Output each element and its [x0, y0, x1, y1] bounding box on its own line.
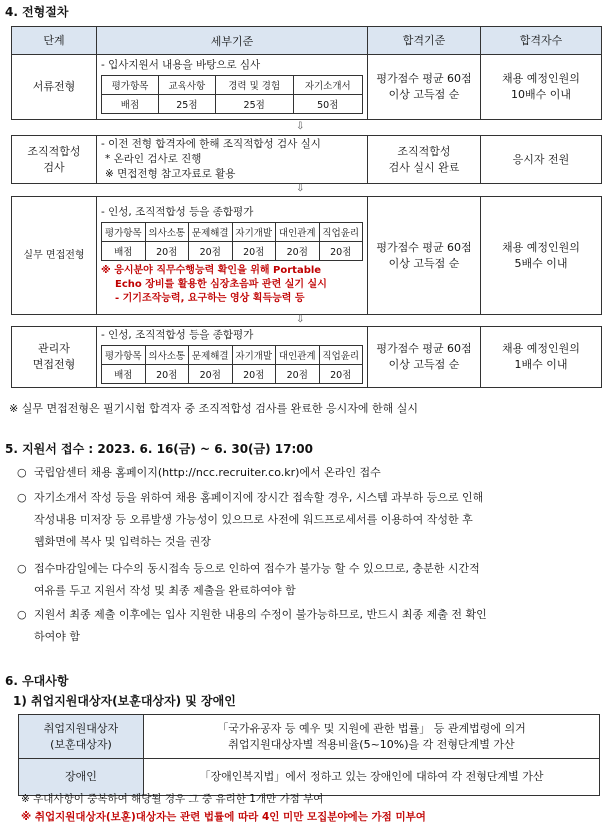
count-line: 채용 예정인원의 — [502, 240, 580, 254]
pass-line: 평가점수 평균 60점 — [376, 342, 472, 355]
list-item-text: 국립암센터 채용 홈페이지(http://ncc.recruiter.co.kr)에서 온라인 접수 — [34, 466, 381, 479]
score-val: 20점 — [319, 241, 363, 260]
preference-table — [18, 714, 600, 796]
score-col: 평가항목 — [102, 76, 159, 95]
practical-exam-note: - 기기조작능력, 요구하는 영상 획득능력 등 — [115, 292, 305, 304]
count-line: 채용 예정인원의 — [502, 342, 580, 355]
count-line: 10배수 이내 — [511, 88, 571, 101]
detail-note: * 온라인 검사로 진행 — [105, 153, 202, 165]
count-line: 5배수 이내 — [514, 256, 568, 270]
score-val: 20점 — [276, 241, 320, 260]
preference-warning: ※ 취업지원대상자(보훈)대상자는 관련 법률에 따라 4인 미만 모집분야에는 가점 미부여 — [21, 811, 426, 823]
detail-note: - 이전 전형 합격자에 한해 조직적합성 검사 실시 — [101, 138, 321, 150]
score-col: 의사소통 — [145, 346, 189, 365]
count-line: 채용 예정인원의 — [502, 72, 580, 85]
list-item-text: 여유를 두고 지원서 작성 및 최종 제출을 완료하여야 함 — [34, 584, 296, 597]
list-item — [17, 462, 603, 484]
procedure-footnote: ※ 실무 면접전형은 필기시험 합격자 중 조직적합성 검사를 완료한 응시자에 한해 실시 — [9, 402, 418, 415]
section-6-subtitle: 1) 취업지원대상자(보훈대상자) 및 장애인 — [13, 694, 236, 708]
score-table — [101, 222, 363, 261]
score-val: 25점 — [215, 95, 293, 114]
score-col: 문제해결 — [189, 346, 233, 365]
score-val: 20점 — [232, 241, 276, 260]
list-item-text: 접수마감일에는 다수의 동시접속 등으로 인하여 접수가 불가능 할 수 있으므로, 충분한 시간적 — [34, 562, 480, 575]
stage-name — [12, 136, 97, 184]
score-val: 20점 — [145, 365, 189, 384]
pass-criteria — [368, 327, 481, 388]
flow-arrow-icon: ⇩ — [296, 121, 305, 132]
section-4-title: 4. 전형절차 — [5, 5, 69, 19]
stage-name: 실무 면접전형 — [12, 197, 97, 315]
score-val: 20점 — [189, 241, 233, 260]
pass-count — [481, 327, 602, 388]
pass-line: 이상 고득점 순 — [388, 88, 460, 101]
stage-manager-interview — [11, 326, 602, 388]
stage-line: 조직적합성 — [27, 144, 81, 158]
flow-arrow-icon: ⇩ — [296, 183, 305, 194]
score-val: 20점 — [276, 365, 320, 384]
circle-bullet-icon: ○ — [17, 491, 27, 504]
pass-criteria — [368, 197, 481, 315]
list-item-text: 하여야 함 — [34, 630, 81, 643]
score-col: 문제해결 — [189, 222, 233, 241]
practical-exam-note: ※ 응시분야 직무수행능력 확인을 위해 Portable — [101, 264, 322, 276]
pass-line: 이상 고득점 순 — [388, 256, 460, 270]
list-item-text: 웹화면에 복사 및 입력하는 것을 권장 — [34, 535, 211, 548]
flow-arrow-icon: ⇩ — [296, 314, 305, 325]
score-val: 배점 — [102, 95, 159, 114]
stage-detail — [97, 197, 368, 315]
score-col: 경력 및 경험 — [215, 76, 293, 95]
score-val: 20점 — [189, 365, 233, 384]
score-table — [101, 345, 363, 384]
header-pass: 합격기준 — [368, 27, 481, 55]
score-col: 대인관계 — [276, 222, 320, 241]
pass-line: 평가점수 평균 60점 — [376, 72, 472, 85]
count-line: 1배수 이내 — [514, 358, 568, 371]
score-col: 교육사항 — [158, 76, 215, 95]
list-item — [17, 604, 603, 648]
preference-text: 「장애인복지법」에서 정하고 있는 장애인에 대하여 각 전형단계별 가산 — [144, 759, 600, 796]
list-item — [17, 487, 603, 553]
header-stage: 단계 — [12, 27, 97, 55]
stage-detail — [97, 327, 368, 388]
score-val: 25점 — [158, 95, 215, 114]
text-line: 「국가유공자 등 예우 및 지원에 관한 법률」 등 관계법령에 의거 — [217, 721, 526, 735]
score-col: 직업윤리 — [319, 346, 363, 365]
pass-count — [481, 55, 602, 120]
pass-count: 응시자 전원 — [481, 136, 602, 184]
score-val: 배점 — [102, 365, 146, 384]
pass-line: 조직적합성 — [397, 144, 451, 158]
score-col: 의사소통 — [145, 222, 189, 241]
score-col: 대인관계 — [276, 346, 320, 365]
score-col: 직업윤리 — [319, 222, 363, 241]
score-val: 20점 — [319, 365, 363, 384]
stage-name — [12, 327, 97, 388]
list-item — [17, 558, 603, 602]
score-col: 자기개발 — [232, 346, 276, 365]
list-item-text: 작성내용 미저장 등 오류발생 가능성이 있으므로 사전에 워드프로세서를 이용하여 작성한 후 — [34, 513, 473, 526]
score-val: 20점 — [232, 365, 276, 384]
procedure-header-table — [11, 26, 602, 55]
pass-criteria — [368, 136, 481, 184]
score-val: 50점 — [293, 95, 362, 114]
label-line: 취업지원대상자 — [43, 721, 119, 735]
stage-line: 검사 — [43, 160, 65, 174]
score-val: 배점 — [102, 241, 146, 260]
stage-organization-fit-test — [11, 135, 602, 184]
stage-name: 서류전형 — [12, 55, 97, 120]
stage-document-screening — [11, 54, 602, 120]
stage-practical-interview — [11, 196, 602, 315]
score-col: 자기소개서 — [293, 76, 362, 95]
stage-line: 면접전형 — [32, 358, 76, 371]
pass-line: 평가점수 평균 60점 — [376, 240, 472, 254]
preference-label: 장애인 — [19, 759, 144, 796]
score-val: 20점 — [145, 241, 189, 260]
stage-line: 관리자 — [38, 342, 70, 355]
circle-bullet-icon: ○ — [17, 562, 27, 575]
circle-bullet-icon: ○ — [17, 608, 27, 621]
pass-line: 이상 고득점 순 — [388, 358, 460, 371]
detail-note: - 인성, 조직적합성 등을 종합평가 — [101, 329, 254, 341]
stage-detail — [97, 55, 368, 120]
score-table — [101, 75, 363, 114]
pass-line: 검사 실시 완료 — [388, 160, 460, 174]
label-line: (보훈대상자) — [50, 737, 112, 751]
pass-criteria — [368, 55, 481, 120]
pass-count — [481, 197, 602, 315]
list-item-text: 지원서 최종 제출 이후에는 입사 지원한 내용의 수정이 불가능하므로, 반드시 최종 제출 전 확인 — [34, 608, 487, 621]
detail-note: - 인성, 조직적합성 등을 종합평가 — [101, 205, 254, 218]
circle-bullet-icon: ○ — [17, 466, 27, 479]
section-6-title: 6. 우대사항 — [5, 674, 69, 688]
detail-note: - 입사지원서 내용을 바탕으로 심사 — [101, 59, 261, 71]
stage-detail — [97, 136, 368, 184]
header-count: 합격자수 — [481, 27, 602, 55]
score-col: 평가항목 — [102, 346, 146, 365]
preference-label — [19, 715, 144, 759]
practical-exam-note: Echo 장비를 활용한 심장초음파 관련 실기 실시 — [115, 278, 327, 290]
list-item-text: 자기소개서 작성 등을 위하여 채용 홈페이지에 장시간 접속할 경우, 시스템 과부하 등으로 인해 — [34, 491, 484, 504]
text-line: 취업지원대상자별 적용비율(5~10%)을 각 전형단계별 가산 — [228, 737, 515, 751]
header-detail: 세부기준 — [97, 27, 368, 55]
score-col: 자기개발 — [232, 222, 276, 241]
preference-text — [144, 715, 600, 759]
section-5-title: 5. 지원서 접수 : 2023. 6. 16(금) ~ 6. 30(금) 17:00 — [5, 442, 313, 456]
detail-note: ※ 면접전형 참고자료로 활용 — [105, 168, 236, 180]
score-col: 평가항목 — [102, 222, 146, 241]
preference-note: ※ 우대사항이 중복하여 해당될 경우 그 중 유리한 1개만 가점 부여 — [21, 793, 324, 805]
